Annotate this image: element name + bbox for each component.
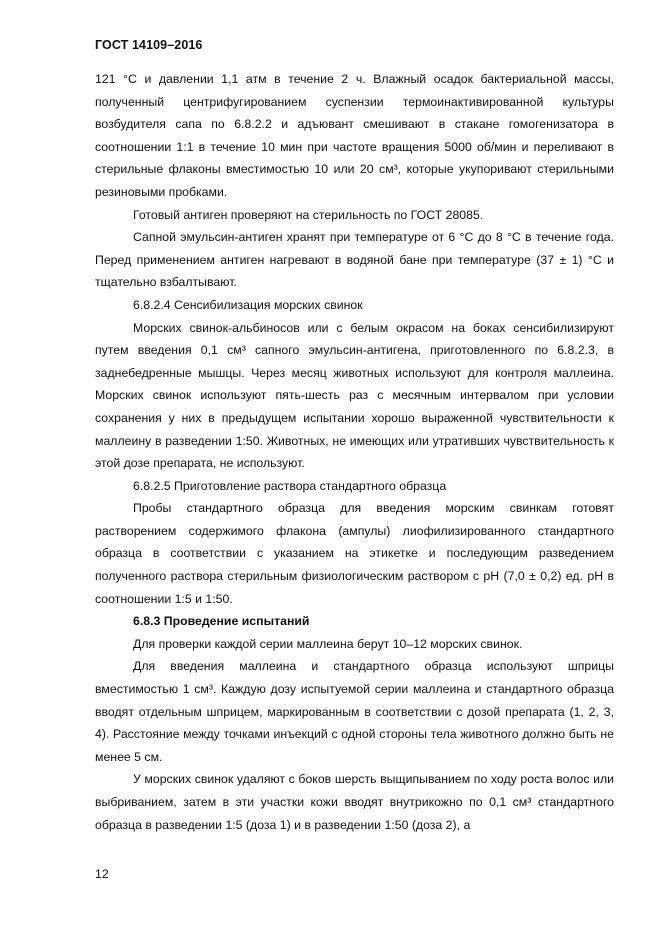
paragraph-sensitization: Морских свинок-альбиносов или с белым окрасом на боках сенсибилизируют путем введения 0,1 см³ сапного эмульсин-антигена, приготовленного по 6.8.2.3, в заднебедренные мышцы. Через месяц животных используют для контроля маллеина. Морских свинок используют пять-шесть раз с месячным интервалом при условии сохранения у них в предыдущем испытании хорошо выраженной чувствительности к маллеину в разведении 1:50. Животных, не имеющих или утративших чувствительность к этой дозе препарата, не используют. (95, 320, 614, 471)
paragraph-syringes: Для введения маллеина и стандартного образца используют шприцы вместимостью 1 см³. Каждую дозу испытуемой серии маллеина и стандартного образца вводят отдельным шприцем, маркированным в соответствии с дозой препарата (1, 2, 3, 4). Расстояние между точками инъекций с одной стороны тела животного должно быть не менее 5 см. (95, 659, 614, 764)
section-heading-6-8-2-5: 6.8.2.5 Приготовление раствора стандартного образца (133, 478, 447, 493)
section-heading-6-8-2-4: 6.8.2.4 Сенсибилизация морских свинок (133, 297, 363, 312)
page-number: 12 (95, 867, 109, 881)
paragraph-sterility-check: Готовый антиген проверяют на стерильность по ГОСТ 28085. (133, 207, 484, 222)
paragraph-guinea-pig-count: Для проверки каждой серии маллеина берут 10–12 морских свинок. (133, 636, 523, 651)
paragraph-continuation: 121 °С и давлении 1,1 атм в течение 2 ч. Влажный осадок бактериальной массы, полученный центрифугированием суспензии термоинактивированной культуры возбудителя сапа по 6.8.2.2 и адъювант смешивают в стакане гомогенизатора в соотношении 1:1 в течение 10 мин при частоте вращения 5000 об/мин и переливают в стерильные флаконы вместимостью 10 или 20 см³, которые укупоривают стерильными резиновыми пробками. (95, 72, 614, 199)
paragraph-injection: У морских свинок удаляют с боков шерсть выщипыванием по ходу роста волос или выбриванием, затем в эти участки кожи вводят внутрикожно по 0,1 см³ стандартного образца в разведении 1:5 (доза 1) и в разведении 1:50 (доза 2), а (95, 772, 614, 832)
section-heading-6-8-3: 6.8.3 Проведение испытаний (133, 614, 310, 629)
paragraph-standard-sample: Пробы стандартного образца для введения морским свинкам готовят растворением содержимого флакона (ампулы) лиофилизированного стандартного образца в соответствии с указанием на этикетке и последующим разведением полученного раствора стерильным физиологическим раствором с рН (7,0 ± 0,2) ед. рН в соотношении 1:5 и 1:50. (95, 501, 614, 606)
document-header: ГОСТ 14109–2016 (95, 38, 203, 52)
paragraph-storage: Сапной эмульсин-антиген хранят при температуре от 6 °С до 8 °С в течение года. Перед применением антиген нагревают в водяной бане при температуре (37 ± 1) °С и тщательно взбалтывают. (95, 230, 614, 290)
document-body (95, 68, 614, 836)
